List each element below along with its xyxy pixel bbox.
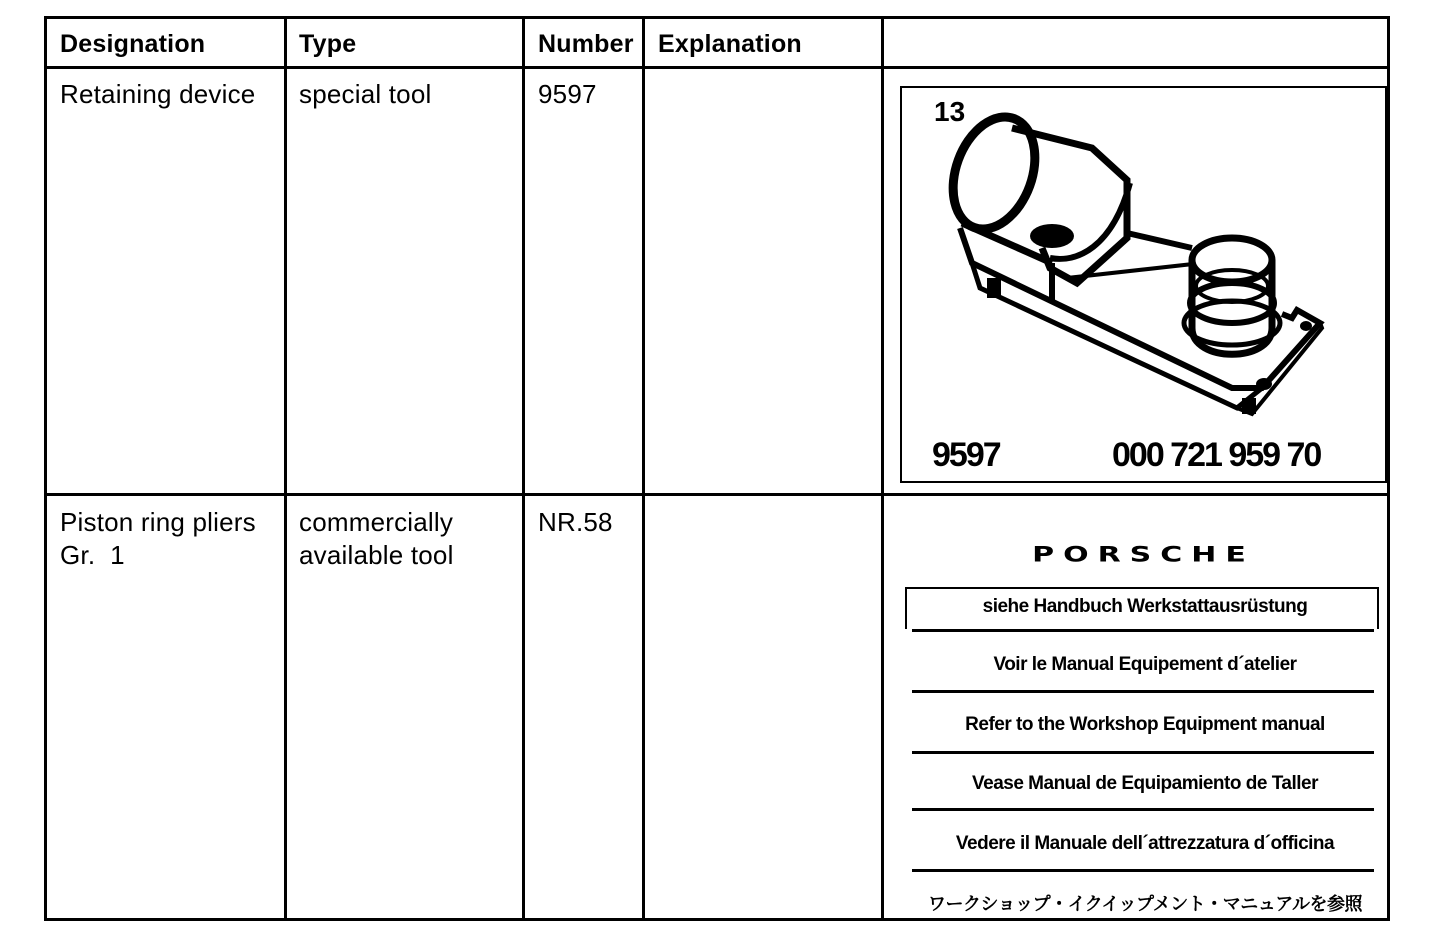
- porsche-wordmark: PORSCHE: [1032, 541, 1255, 568]
- row2-designation: [60, 506, 256, 572]
- retaining-device-drawing: [902, 88, 1385, 481]
- header-explanation: Explanation: [658, 30, 802, 58]
- column-divider: [284, 19, 287, 918]
- header-number: Number: [538, 30, 634, 58]
- row2-designation-line2: Gr. 1: [60, 540, 125, 570]
- reference-line-de: siehe Handbuch Werkstattausrüstung: [982, 596, 1308, 617]
- reference-line-ja: ワークショップ・イクイップメント・マニュアルを参照: [927, 894, 1363, 915]
- reference-rule: [912, 690, 1374, 693]
- reference-line-en: Refer to the Workshop Equipment manual: [965, 714, 1325, 735]
- retaining-device-figure: [900, 86, 1387, 483]
- reference-line-it: Vedere il Manuale dell´attrezzatura d´officina: [955, 833, 1335, 854]
- reference-rule: [912, 869, 1374, 872]
- row1-type: special tool: [299, 79, 432, 109]
- figure-label: 13: [934, 96, 966, 127]
- row1-number: 9597: [538, 79, 597, 109]
- column-divider: [642, 19, 645, 918]
- reference-rule: [912, 629, 1374, 632]
- row2-type: [299, 506, 454, 572]
- row-divider: [47, 493, 1387, 496]
- row2-type-line2: available tool: [299, 540, 454, 570]
- header-designation: Designation: [60, 30, 206, 58]
- column-divider: [881, 19, 884, 918]
- reference-rule: [912, 808, 1374, 811]
- workshop-manual-reference: [900, 509, 1387, 919]
- row2-designation-line1: Piston ring pliers: [60, 507, 256, 537]
- column-divider: [522, 19, 525, 918]
- row1-designation: Retaining device: [60, 79, 256, 109]
- figure-tool-number: 9597: [932, 436, 1000, 474]
- reference-rule: [912, 751, 1374, 754]
- reference-line-es: Vease Manual de Equipamiento de Taller: [972, 773, 1318, 794]
- figure-part-number: 000 721 959 70: [1112, 436, 1321, 474]
- header-divider: [47, 66, 1387, 69]
- header-type: Type: [299, 30, 357, 58]
- row2-number: NR.58: [538, 507, 613, 537]
- reference-line-fr: Voir le Manual Equipement d´atelier: [993, 654, 1297, 675]
- row2-type-line1: commercially: [299, 507, 454, 537]
- tools-table: [44, 16, 1390, 921]
